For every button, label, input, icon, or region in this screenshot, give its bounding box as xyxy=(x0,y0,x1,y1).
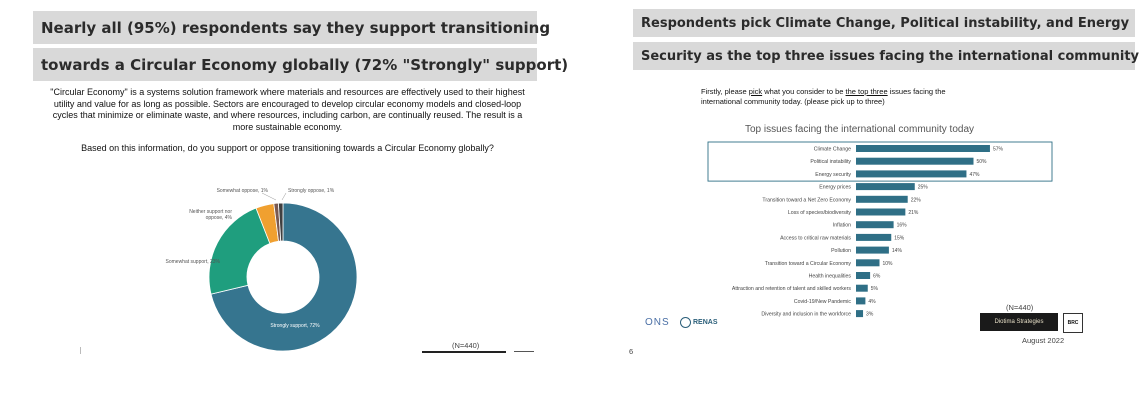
bar-category-label: Transition toward a Net Zero Economy xyxy=(762,197,851,204)
diotima-logo: Diotima Strategies xyxy=(980,313,1058,331)
bar-value-label: 50% xyxy=(976,159,987,166)
bar-category-label: Transition toward a Circular Economy xyxy=(764,260,851,267)
bar-category-label: Inflation xyxy=(832,222,851,229)
renas-logo: RENAS xyxy=(693,319,718,326)
page-number: 6 xyxy=(629,347,634,356)
bar-value-label: 15% xyxy=(894,235,905,242)
bar xyxy=(856,183,915,190)
bar-category-label: Loss of species/biodiversity xyxy=(787,210,851,216)
donut-slice-label: Neither support nor oppose, 4% xyxy=(189,209,232,221)
right-question xyxy=(701,87,946,107)
bar xyxy=(856,196,908,203)
bar-value-label: 14% xyxy=(891,248,902,255)
bar-category-label: Diversity and inclusion in the workforce xyxy=(761,311,851,318)
bar-value-label: 3% xyxy=(866,311,874,318)
footer-tick xyxy=(80,347,81,354)
bar-value-label: 47% xyxy=(969,171,980,178)
right-n-label: (N=440) xyxy=(1006,303,1034,312)
bar-chart-title: Top issues facing the international community today xyxy=(745,124,975,135)
left-header-line2: towards a Circular Economy globally (72% "Strongly" support) xyxy=(33,48,537,81)
bar-category-label: Covid-19/New Pandemic xyxy=(793,298,851,305)
bar-category-label: Energy security xyxy=(815,171,851,178)
left-header-line1: Nearly all (95%) respondents say they support transitioning xyxy=(33,11,537,44)
left-question: Based on this information, do you support or oppose transitioning towards a Circular Economy globally? xyxy=(81,143,494,153)
bar xyxy=(856,272,870,279)
right-header-line2: Security as the top three issues facing the international community xyxy=(633,42,1135,70)
bar-value-label: 4% xyxy=(868,298,876,305)
bar xyxy=(856,145,990,152)
bar-value-label: 6% xyxy=(873,273,881,280)
bar-value-label: 10% xyxy=(882,260,893,267)
bar-value-label: 16% xyxy=(896,222,907,229)
bar-category-label: Access to critical raw materials xyxy=(780,235,851,242)
bar-value-label: 25% xyxy=(917,184,928,191)
bar-category-label: Energy prices xyxy=(819,184,851,191)
donut-chart xyxy=(0,180,560,380)
bar-value-label: 57% xyxy=(992,146,1003,153)
left-slide xyxy=(0,0,569,401)
report-date: August 2022 xyxy=(1022,336,1065,345)
bar xyxy=(856,170,966,177)
bar xyxy=(856,259,880,266)
bar xyxy=(856,234,891,241)
bar xyxy=(856,310,863,317)
renas-icon xyxy=(680,317,691,328)
intro-paragraph: "Circular Economy" is a systems solution framework where materials and resources are effectively used to their highest utility and value for as long as possible. Sectors are encouraged to develop circular economy models and closed-loop cycles that minimize or eliminate waste, and where resources, including carbon, are continually reused. The result is a more sustainable economy. xyxy=(50,87,525,132)
q-post: issues facing the xyxy=(887,87,946,96)
q-pick: pick xyxy=(748,87,763,96)
leader-line xyxy=(262,193,276,200)
right-header-line1: Respondents pick Climate Change, Political instability, and Energy xyxy=(633,9,1135,37)
bar xyxy=(856,209,905,216)
bar-category-label: Political instability xyxy=(810,159,851,166)
q-line2: international community today. (please pick up to three) xyxy=(701,97,885,106)
bar-value-label: 22% xyxy=(910,197,921,204)
footer-mark xyxy=(514,351,534,356)
right-slide xyxy=(600,0,1147,401)
donut-slice-label: Somewhat oppose, 1% xyxy=(216,188,268,194)
bar-value-label: 5% xyxy=(870,286,878,293)
brc-logo: BRC xyxy=(1063,313,1083,333)
ons-logo: ONS xyxy=(645,317,670,328)
footer-rule xyxy=(422,351,506,353)
q-top3: the top three xyxy=(845,87,888,96)
bar-category-label: Pollution xyxy=(831,248,851,255)
bar-category-label: Climate Change xyxy=(813,146,851,153)
bar xyxy=(856,221,894,228)
donut-slice-label: Strongly oppose, 1% xyxy=(288,188,335,194)
bar xyxy=(856,285,868,292)
bar xyxy=(856,158,974,165)
donut-slice-label: Somewhat support, 23% xyxy=(165,259,220,265)
bar-category-label: Attraction and retention of talent and skilled workers xyxy=(731,286,851,293)
q-mid: what you consider to be xyxy=(762,87,846,96)
left-n-label: (N=440) xyxy=(452,341,480,350)
leader-line xyxy=(282,193,286,200)
bar xyxy=(856,247,889,254)
bar-chart xyxy=(600,138,1147,328)
q-pre: Firstly, please xyxy=(701,87,749,96)
bar-category-label: Health inequalities xyxy=(808,273,851,280)
bar xyxy=(856,297,865,304)
bar-value-label: 21% xyxy=(908,210,919,216)
donut-slice-label: Strongly support, 72% xyxy=(270,323,320,329)
